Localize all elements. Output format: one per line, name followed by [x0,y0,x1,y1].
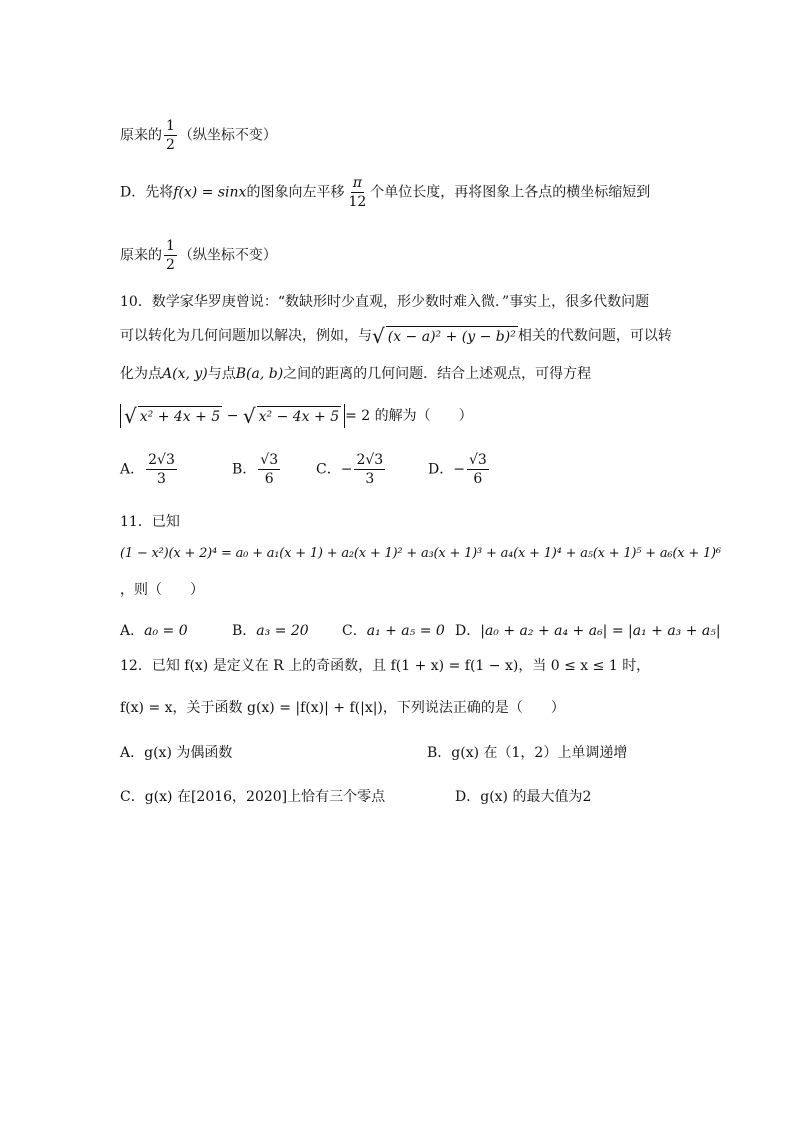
radical-icon: √ [124,404,137,428]
option-label: C． [316,461,341,478]
q10-line3c: 之间的距离的几何问题．结合上述观点，可得方程 [283,366,592,382]
option-label: A． [120,461,145,478]
q10-option-d [428,452,491,487]
radical-icon: √ [372,324,385,348]
fraction-pi-12 [346,175,368,210]
option-label: B． [427,745,452,761]
q12-option-a [120,742,232,762]
option-text: g(x) 为偶函数 [144,745,233,761]
option-label: D． [455,789,481,805]
q9-line-3 [120,238,277,273]
q10-equation [120,404,473,428]
point-a: A(x, y) [162,366,208,382]
sqrt-arg: x² + 4x + 5 [138,406,222,426]
option-label: A． [120,745,145,761]
option-text: g(x) 在[2016，2020]上恰有三个零点 [144,789,386,805]
option-label: C． [342,623,367,639]
q10-line-1: 10．数学家华罗庚曾说：“数缺形时少直观，形少数时难入微．”事实上，很多代数问题 [120,294,650,310]
q10-line2b: 相关的代数问题，可以转 [517,328,672,344]
option-text: g(x) 在（1，2）上单调递增 [451,745,628,761]
option-sign: − [453,461,465,478]
q12-line-1: 12．已知 f(x) 是定义在 R 上的奇函数，且 f(1 + x) = f(1 − x)，当 0 ≤ x ≤ 1 时， [120,658,651,674]
q10-option-a [120,452,179,487]
abs-value [120,404,345,428]
q9-line3-prefix: 原来的 [120,247,162,264]
frac-den: 12 [348,194,367,211]
frac-num: 1 [164,118,177,136]
frac-num: 2√3 [146,452,177,470]
q11-expansion: (1 − x²)(x + 2)⁴ = a₀ + a₁(x + 1) + a₂(x + 1)² + a₃(x + 1)³ + a₄(x + 1)⁴ + a₅(x + 1)⁵ + a₆(x + 1)⁶ [120,546,721,561]
frac-den: 6 [473,471,483,488]
frac-num: 1 [164,238,177,256]
sqrt-1 [124,406,222,426]
sqrt-2 [243,406,341,426]
q9-line-1 [120,118,277,153]
frac-num: π [351,175,364,193]
fraction-half [164,118,177,153]
q11-option-c [342,620,445,640]
q10-line3a: 化为点 [120,366,162,382]
option-d-text1: 先将 [145,184,174,201]
q9-keep-y: （纵坐标不变） [178,127,277,144]
point-b: B(a, b) [235,366,284,382]
q10-line-2 [120,326,672,346]
frac-den: 3 [365,471,375,488]
frac-den: 2 [166,137,175,154]
sqrt-arg: (x − a)² + (y − b)² [386,326,518,346]
option-label: B． [232,623,257,639]
option-d-func: f(x) = sinx [173,184,247,201]
option-label: C． [120,789,145,805]
option-text: a₁ + a₅ = 0 [366,623,445,639]
radical-icon: √ [242,404,256,428]
option-text: g(x) 的最大值为2 [480,789,592,805]
frac-num: √3 [258,452,280,470]
option-d-text2: 的图象向左平移 [246,184,345,201]
q10-line2a: 可以转化为几何问题加以解决，例如，与 [120,328,372,344]
option-text: |a₀ + a₂ + a₄ + a₆| = |a₁ + a₃ + a₅| [480,623,721,639]
frac-num: √3 [467,452,489,470]
fraction-half-2 [164,238,177,273]
q10-line3b: 与点 [207,366,236,382]
q11-option-d [455,620,721,640]
frac-den: 3 [157,471,166,488]
option-d-text3: 个单位长度，再将图象上各点的横坐标缩短到 [370,184,651,201]
option-label: A． [120,623,145,639]
option-label: B． [232,461,257,478]
sqrt-arg: x² − 4x + 5 [257,406,341,426]
option-sign: − [340,461,353,478]
option-fraction [467,452,489,487]
q11-option-a [120,620,188,640]
q11-option-b [232,620,309,640]
q12-option-b [427,742,627,762]
frac-num: 2√3 [354,452,385,470]
minus: − [226,408,239,424]
q11-head: 11．已知 [120,514,180,530]
q11-then: ，则（ ） [120,582,204,598]
option-label: D． [428,461,454,478]
q10-option-c [316,452,387,487]
sqrt-expression [372,326,518,346]
option-fraction [146,452,177,487]
q12-option-d [455,786,591,806]
eq-rhs: = 2 的解为（ ） [345,408,473,424]
q12-option-c [120,786,385,806]
option-label: D． [455,623,481,639]
q9-keep-y-2: （纵坐标不变） [178,247,277,264]
q10-line-3 [120,366,591,383]
q10-option-b [232,452,282,487]
q12-line-2: f(x) = x，关于函数 g(x) = |f(x)| + f(|x|)，下列说法正确的是（ ） [120,700,565,716]
frac-den: 6 [264,471,274,488]
option-fraction [354,452,385,487]
option-text: a₃ = 20 [256,623,309,639]
q9-option-d [120,175,650,210]
frac-den: 2 [166,257,175,274]
option-fraction [258,452,280,487]
option-text: a₀ = 0 [144,623,188,639]
q9-line1-prefix: 原来的 [120,127,162,144]
option-d-label: D． [120,184,146,201]
